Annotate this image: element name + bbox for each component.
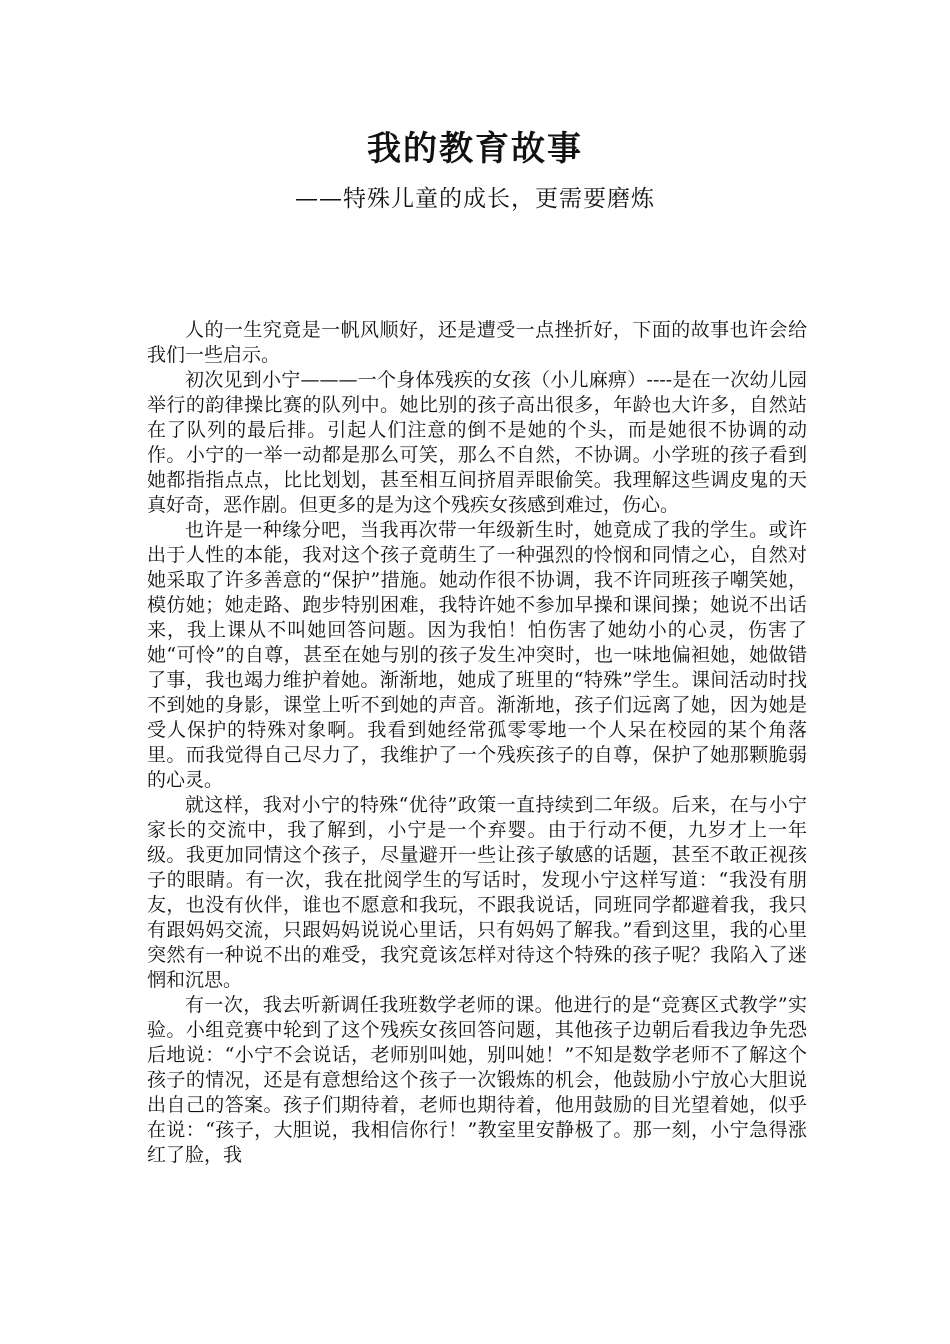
paragraph-1: 人的一生究竟是一帆风顺好，还是遭受一点挫折好，下面的故事也许会给我们一些启示。 bbox=[147, 319, 807, 366]
paragraph-2: 初次见到小宁———一个身体残疾的女孩（小儿麻痹）----是在一次幼儿园举行的韵律操比赛的队列中。她比别的孩子高出很多，年龄也大许多，自然站在了队列的最后排。引起人们注意的倒不是她的个头，而是她很不协调的动作。小宁的一举一动都是那么可笑，那么不自然，不协调。小学班的孩子看到她都指指点点，比比划划，甚至相互间挤眉弄眼偷笑。我理解这些调皮鬼的天真好奇，恶作剧。但更多的是为这个残疾女孩感到难过，伤心。 bbox=[147, 369, 807, 516]
article-body bbox=[147, 318, 807, 1168]
page-subtitle: ——特殊儿童的成长，更需要磨炼 bbox=[295, 186, 655, 212]
paragraph-4: 就这样，我对小宁的特殊“优待”政策一直持续到二年级。后来，在与小宁家长的交流中，我了解到，小宁是一个弃婴。由于行动不便，九岁才上一年级。我更加同情这个孩子，尽量避开一些让孩子敏感的话题，甚至不敢正视孩子的眼睛。有一次，我在批阅学生的写话时，发现小宁这样写道：“我没有朋友，也没有伙伴，谁也不愿意和我玩，不跟我说话，同班同学都避着我，我只有跟妈妈交流，只跟妈妈说说心里话，只有妈妈了解我。”看到这里，我的心里突然有一种说不出的难受，我究竟该怎样对待这个特殊的孩子呢？我陷入了迷惘和沉思。 bbox=[147, 794, 807, 991]
page-title: 我的教育故事 bbox=[367, 129, 583, 169]
paragraph-3: 也许是一种缘分吧，当我再次带一年级新生时，她竟成了我的学生。或许出于人性的本能，我对这个孩子竟萌生了一种强烈的怜悯和同情之心，自然对她采取了许多善意的“保护”措施。她动作很不协调，我不许同班孩子嘲笑她，模仿她；她走路、跑步特别困难，我特许她不参加早操和课间操；她说不出话来，我上课从不叫她回答问题。因为我怕！怕伤害了她幼小的心灵，伤害了她“可怜”的自尊，甚至在她与别的孩子发生冲突时，也一味地偏袒她，她做错了事，我也竭力维护着她。渐渐地，她成了班里的“特殊”学生。课间活动时找不到她的身影，课堂上听不到她的声音。渐渐地，孩子们远离了她，因为她是受人保护的特殊对象啊。我看到她经常孤零零地一个人呆在校园的某个角落里。而我觉得自己尽力了，我维护了一个残疾孩子的自尊，保护了她那颗脆弱的心灵。 bbox=[147, 519, 807, 791]
paragraph-5: 有一次，我去听新调任我班数学老师的课。他进行的是“竞赛区式教学”实验。小组竞赛中轮到了这个残疾女孩回答问题，其他孩子边朝后看我边争先恐后地说：“小宁不会说话，老师别叫她，别叫她！”不知是数学老师不了解这个孩子的情况，还是有意想给这个孩子一次锻炼的机会，他鼓励小宁放心大胆说出自己的答案。孩子们期待着，老师也期待着，他用鼓励的目光望着她，似乎在说：“孩子，大胆说，我相信你行！”教室里安静极了。那一刻，小宁急得涨红了脸，我 bbox=[147, 994, 807, 1166]
